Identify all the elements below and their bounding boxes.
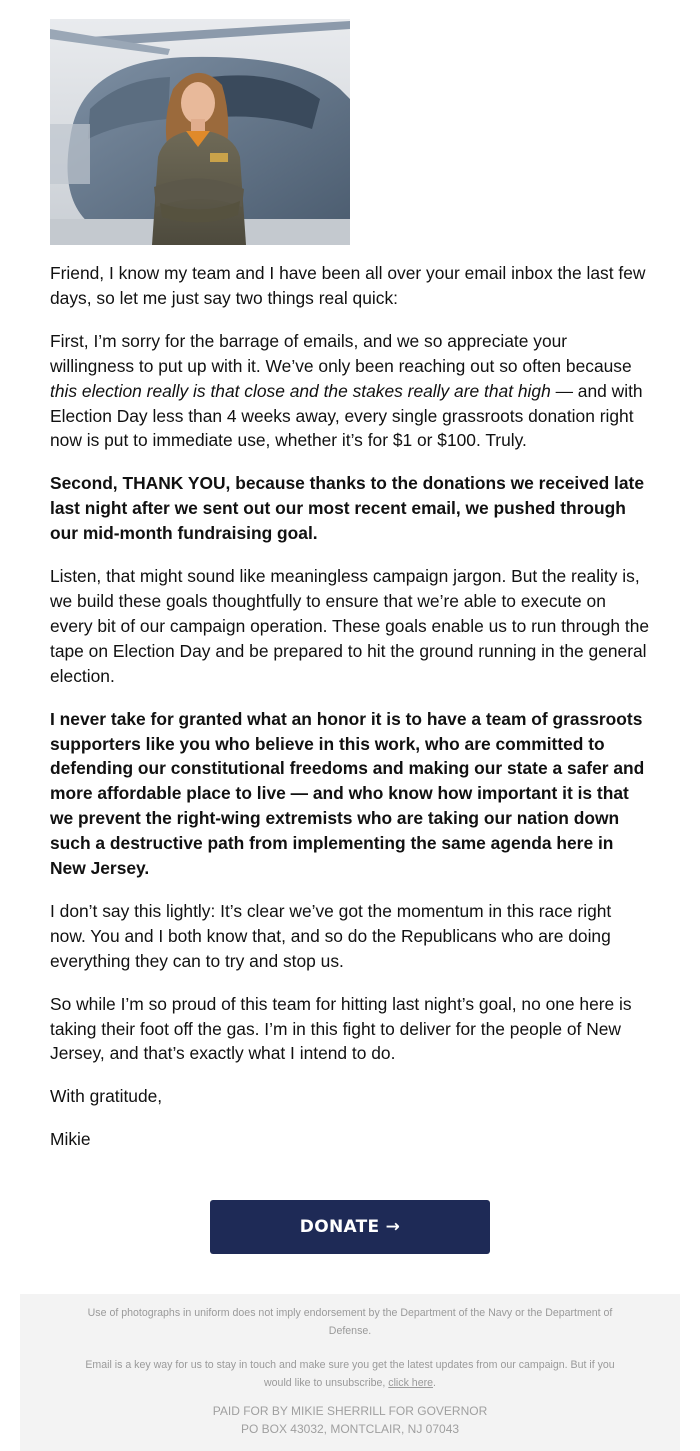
hero-photo — [50, 19, 350, 245]
paragraph-proud: So while I’m so proud of this team for hitting last night’s goal, no one here is taking their foot off the gas. I’m in this fight to deliver for the people of New Jersey, and that’s exactly what I intend to do. — [50, 993, 632, 1064]
address-line: PO BOX 43032, MONTCLAIR, NJ 07043 — [240, 1422, 460, 1436]
paragraph-honor: I never take for granted what an honor it is to have a team of grassroots supporters like you who believe in this work, who are committed to defending our constitutional freedoms and making our state a safer and more affordable place to live — and who know how important it is that we prevent the right-wing extremists who are taking our nation down such a destructive path from implementing the same agenda here in New Jersey. — [50, 708, 645, 879]
footer-unsubscribe-text: Email is a key way for us to stay in touch and make sure you get the latest updates from our campaign. But if you would like to unsubscribe, — [85, 1359, 615, 1389]
paragraph-thank-you: Second, THANK YOU, because thanks to the donations we received late last night after we sent out our most recent email, we pushed through our mid-month fundraising goal. — [50, 473, 645, 544]
hero-illustration — [50, 19, 350, 245]
footer-paid-for — [20, 1402, 680, 1438]
paragraph-apology-end: — and with Election Day less than 4 weeks away, every single grassroots donation right now is put to immediate use, whether it’s for $1 or $100. Truly. — [50, 380, 643, 451]
footer-unsubscribe-end: . — [433, 1377, 436, 1389]
paragraph-goals: Listen, that might sound like meaningless campaign jargon. But the reality is, we build these goals thoughtfully to ensure that we’re able to execute on every bit of our campaign operation. These goals enable us to run through the tape on Election Day and be prepared to hit the ground running in the general election. — [50, 566, 650, 686]
paragraph-momentum: I don’t say this lightly: It’s clear we’ve got the momentum in this race right now. You and I both know that, and so do the Republicans who are doing everything they can to try and stop us. — [50, 900, 612, 971]
unsubscribe-link[interactable]: click here — [388, 1377, 434, 1389]
signature: Mikie — [50, 1129, 91, 1150]
paid-for-line: PAID FOR BY MIKIE SHERRILL FOR GOVERNOR — [212, 1404, 488, 1418]
paragraph-apology-start: First, I’m sorry for the barrage of emails, and we so appreciate your willingness to put up with it. We’ve only been reaching out so often because — [50, 330, 632, 376]
paragraph-greeting: Friend, I know my team and I have been all over your email inbox the last few days, so let me just say two things real quick: — [50, 263, 646, 308]
paragraph-apology-emphasis: this election really is that close and the stakes really are that high — [50, 380, 551, 401]
donate-button[interactable]: DONATE → — [210, 1200, 490, 1254]
footer-disclaimer: Use of photographs in uniform does not imply endorsement by the Department of the Navy or the Department of Defense. — [87, 1307, 613, 1337]
paragraph-apology — [50, 329, 650, 454]
footer-unsubscribe — [80, 1340, 620, 1392]
footer — [20, 1294, 680, 1451]
email-body — [50, 261, 650, 1170]
closing: With gratitude, — [50, 1086, 163, 1107]
donate-container — [210, 1200, 490, 1254]
